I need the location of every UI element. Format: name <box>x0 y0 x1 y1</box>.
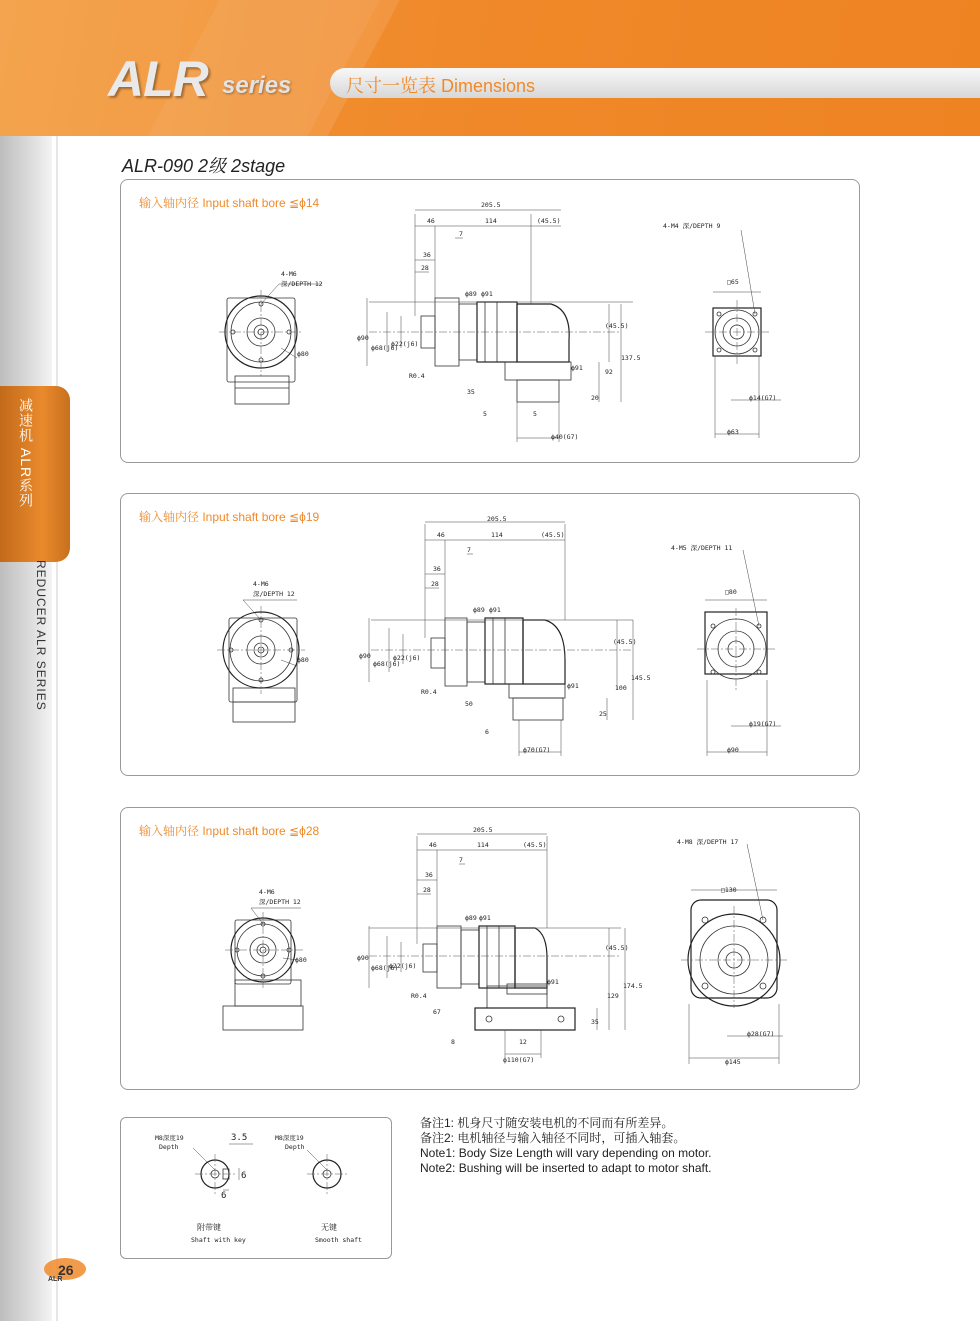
dim-174-5: 174.5 <box>623 982 643 990</box>
flange-dia: ϕ63 <box>727 428 739 436</box>
drawing-panel-2 <box>120 493 860 776</box>
dim-46: 46 <box>429 841 437 849</box>
dim-92: 92 <box>605 368 613 376</box>
shaft-with-key <box>155 1133 253 1244</box>
dim-46: 46 <box>437 531 445 539</box>
keyed-depth-label: Depth <box>159 1143 179 1151</box>
dim-phi70: ϕ70(G7) <box>523 746 551 754</box>
series-logo-sub: series <box>222 72 292 99</box>
dim-28: 28 <box>423 886 431 894</box>
sidebar-tab-label: 减速机 ALR系列 <box>18 398 34 509</box>
dim-r04: R0.4 <box>411 992 427 1000</box>
sidebar-strip <box>0 136 52 1321</box>
shaft-types-panel <box>120 1117 392 1259</box>
front-pcd: ϕ80 <box>295 956 307 964</box>
dim-phi22: ϕ22(j6) <box>393 654 421 662</box>
smooth-depth-label: Depth <box>285 1143 305 1151</box>
dim-total: 205.5 <box>481 201 501 209</box>
side-view <box>357 826 643 1064</box>
dim-phi68: ϕ68(j6) <box>371 964 399 972</box>
bore-label: 输入轴内径 Input shaft bore ≦ϕ19 <box>139 510 320 524</box>
drawing-svg-1 <box>121 180 859 462</box>
dim-phi90: ϕ90 <box>357 334 369 342</box>
page-brand: ALR <box>48 1276 63 1283</box>
bore-label: 输入轴内径 Input shaft bore ≦ϕ14 <box>139 196 320 210</box>
dim-6: 6 <box>485 728 489 736</box>
dim-35: 35 <box>591 1018 599 1026</box>
note-cn-1: 备注1: 机身尺寸随安装电机的不同而有所差异。 <box>420 1116 674 1130</box>
dim-phi68: ϕ68(j6) <box>373 660 401 668</box>
flange-bore: ϕ19(G7) <box>749 720 777 728</box>
dim-phi22: ϕ22(j6) <box>391 340 419 348</box>
dim-7: 7 <box>459 230 463 238</box>
flange-view <box>663 222 781 438</box>
dim-50: 50 <box>465 700 473 708</box>
front-pcd: ϕ80 <box>297 656 309 664</box>
keyed-label-en: Shaft with key <box>191 1236 246 1244</box>
dim-45-5: (45.5) <box>523 841 547 849</box>
dim-114: 114 <box>477 841 489 849</box>
dim-phi89: ϕ89 <box>465 290 477 298</box>
dim-7: 7 <box>459 856 463 864</box>
dim-phi91b: ϕ91 <box>567 682 579 690</box>
dim-phi91: ϕ91 <box>481 290 493 298</box>
dim-25: 25 <box>599 710 607 718</box>
front-view <box>219 270 323 404</box>
smooth-shaft <box>275 1133 362 1244</box>
side-view <box>359 515 651 756</box>
dim-7: 7 <box>467 546 471 554</box>
bore-label: 输入轴内径 Input shaft bore ≦ϕ28 <box>139 824 320 838</box>
front-depth: 深/DEPTH 12 <box>259 898 301 906</box>
front-holes: 4-M6 <box>253 580 269 588</box>
flange-holes: 4-M4 深/DEPTH 9 <box>663 222 721 230</box>
dim-phi91: ϕ91 <box>479 914 491 922</box>
dim-phi40: ϕ40(G7) <box>551 433 579 441</box>
dim-129: 129 <box>607 992 619 1000</box>
dim-phi91: ϕ91 <box>489 606 501 614</box>
keyed-dim-6b: 6 <box>221 1191 227 1201</box>
flange-dia: ϕ90 <box>727 746 739 754</box>
keyed-dim-6a: 6 <box>241 1171 247 1181</box>
dim-45-5: (45.5) <box>541 531 565 539</box>
flange-bore: ϕ14(G7) <box>749 394 777 402</box>
dim-12: 12 <box>519 1038 527 1046</box>
dim-phi22: ϕ22(j6) <box>389 962 417 970</box>
dim-36: 36 <box>433 565 441 573</box>
front-pcd: ϕ80 <box>297 350 309 358</box>
model-title: ALR-090 2级 2stage <box>122 156 286 176</box>
dim-phi90: ϕ90 <box>359 652 371 660</box>
shaft-types-svg <box>121 1118 391 1258</box>
drawing-panel-3 <box>120 807 860 1090</box>
page-number: 26 <box>58 1262 74 1278</box>
front-depth: 深/DEPTH 12 <box>253 590 295 598</box>
flange-view <box>677 838 787 1066</box>
smooth-label-en: Smooth shaft <box>315 1236 362 1244</box>
dim-35: 35 <box>467 388 475 396</box>
front-holes: 4-M6 <box>259 888 275 896</box>
dim-28: 28 <box>431 580 439 588</box>
smooth-hole-label: M8深度19 <box>275 1134 304 1142</box>
dim-total: 205.5 <box>487 515 507 523</box>
series-logo: ALR <box>108 51 208 107</box>
dim-67: 67 <box>433 1008 441 1016</box>
dim-phi68: ϕ68(j6) <box>371 344 399 352</box>
flange-holes: 4-M8 深/DEPTH 17 <box>677 838 739 846</box>
dim-8: 8 <box>451 1038 455 1046</box>
page-title: 尺寸一览表 Dimensions <box>346 76 536 96</box>
flange-square: □65 <box>727 278 739 286</box>
keyed-dim-3-5: 3.5 <box>231 1133 248 1143</box>
dim-phi91b: ϕ91 <box>571 364 583 372</box>
flange-bore: ϕ28(G7) <box>747 1030 775 1038</box>
dim-137-5: 137.5 <box>621 354 641 362</box>
dim-36: 36 <box>423 251 431 259</box>
dim-45-5v: (45.5) <box>605 322 629 330</box>
flange-square: □80 <box>725 588 737 596</box>
dim-145-5: 145.5 <box>631 674 651 682</box>
dim-r04: R0.4 <box>421 688 437 696</box>
notes-block <box>420 1116 712 1176</box>
dim-45-5v: (45.5) <box>605 944 629 952</box>
sidebar-series-label: REDUCER ALR SERIES <box>34 560 48 711</box>
dim-phi89: ϕ89 <box>465 914 477 922</box>
flange-square: □130 <box>721 886 737 894</box>
drawing-svg-2 <box>121 494 859 775</box>
dim-total: 205.5 <box>473 826 493 834</box>
dim-r04: R0.4 <box>409 372 425 380</box>
note-en-2: Note2: Bushing will be inserted to adapt to motor shaft. <box>420 1161 712 1175</box>
dim-100: 100 <box>615 684 627 692</box>
dim-36: 36 <box>425 871 433 879</box>
sidebar-divider <box>56 136 58 1321</box>
flange-view <box>671 544 781 756</box>
drawing-svg-3 <box>121 808 859 1089</box>
note-cn-2: 备注2: 电机轴径与输入轴径不同时，可插入轴套。 <box>420 1131 686 1145</box>
flange-dia: ϕ145 <box>725 1058 741 1066</box>
front-view <box>223 888 307 1030</box>
dim-20: 20 <box>591 394 599 402</box>
drawing-panel-1 <box>120 179 860 463</box>
keyed-hole-label: M8深度19 <box>155 1134 184 1142</box>
side-view <box>357 201 641 442</box>
dim-phi90: ϕ90 <box>357 954 369 962</box>
dim-phi91b: ϕ91 <box>547 978 559 986</box>
front-depth: 深/DEPTH 12 <box>281 280 323 288</box>
front-holes: 4-M6 <box>281 270 297 278</box>
dim-28: 28 <box>421 264 429 272</box>
keyed-label-cn: 附带键 <box>197 1223 221 1232</box>
dim-114: 114 <box>485 217 497 225</box>
dim-45-5v: (45.5) <box>613 638 637 646</box>
dim-5a: 5 <box>483 410 487 418</box>
dim-5b: 5 <box>533 410 537 418</box>
note-en-1: Note1: Body Size Length will vary depending on motor. <box>420 1146 712 1160</box>
dim-phi89: ϕ89 <box>473 606 485 614</box>
smooth-label-cn: 无键 <box>321 1223 337 1232</box>
dim-45-5: (45.5) <box>537 217 561 225</box>
flange-holes: 4-M5 深/DEPTH 11 <box>671 544 733 552</box>
dim-114: 114 <box>491 531 503 539</box>
dim-46: 46 <box>427 217 435 225</box>
dim-phi110: ϕ110(G7) <box>503 1056 535 1064</box>
front-view <box>217 580 309 722</box>
